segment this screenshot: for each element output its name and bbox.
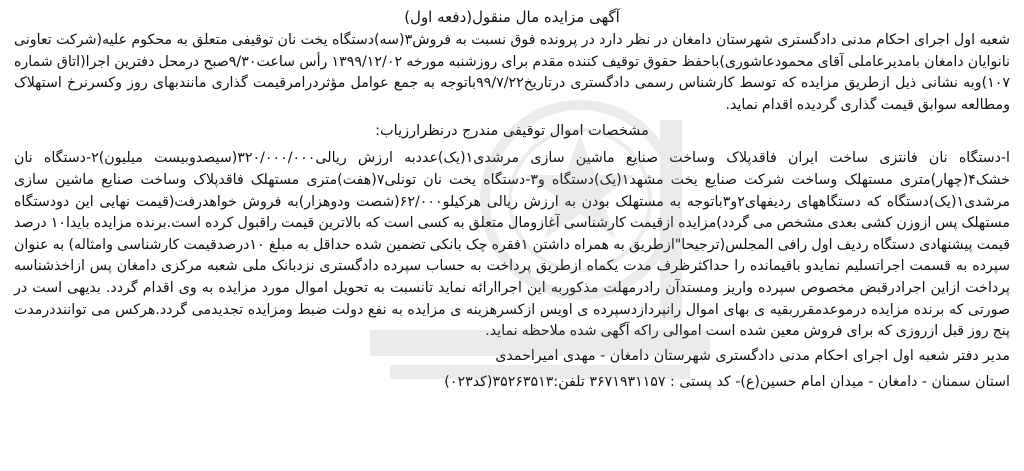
notice-body-paragraph: ا-دستگاه نان فانتزی ساخت ایران فاقدپلاک وساخت صنایع ماشین سازی مرشدی۱(یک)عددبه ارزش ریالی۳۲۰/۰۰۰/۰۰۰(سیصدوبیست میلیون)۲-دستگاه نان خشک۴(چهار)متری مستهلک وساخت شرکت صنایع یخت مشهد۱(یک)دستگاه و۳-دستگاه یخت نان تونلی۷(هفت)متری مستهلک فاقدپلاک وساخت صنایع ماشین سازی مرشدی۱(یک)دستگاه که دستگاههای ردیفهای۲و۳باتوجه به مستهلک بودن به ارزش ریالی هرکیلو۶۲/۰۰۰(شصت ودوهزار)به فروش خواهدرفت(قیمت نهایی این دودستگاه مستهلک پس ازوزن کشی بعدی مشخص می گردد)مزایده ازقیمت کارشناسی آغازومال متعلق به کسی است که بالاترین قیمت راقبول کرده است.برنده مزایده بایدا۱۰ درصد قیمت پیشنهادی دستگاه ردیف اول رافی المجلس(ترجیحا"ازطریق به همراه داشتن ۱فقره چک بانکی تضمین شده حداقل به مبلغ ۱۰درصدقیمت کارشناسی وامثاله) به عنوان سپرده به قسمت اجراتسلیم نمایدو باقیمانده را حداکثرظرف مدت یکماه ازطریق پرداخت به حساب سپرده دادگستری نزدبانک ملی شعبه مرکزی دامغان پس ازاخذشناسه پرداخت ازاین اجرادرقبض مخصوص سپرده واریز ومستدآن رادرمهلت مذکوربه این اجراارائه نماید تانسبت به تحویل اموال مورد مزایده به وی اقدام گردد. بدیهی است در صورتی که برنده مزایده درموعدمقرربقیه ی بهای اموال رانپردازدسپرده ی اویس ازکسرهزینه ی مزایده به نفع دولت ضبط ومزایده تجدیدمی گردد.هرکس می تواننددرمدت پنج روز قبل ازروزی که برای فروش معین شده است اموالی راکه آگهی شده ملاحظه نماید. [14,150,1010,340]
signature-line: مدیر دفتر شعبه اول اجرای احکام مدنی دادگستری شهرستان دامغان - مهدی امیراحمدی [495,347,1010,364]
address-line: استان سمنان - دامغان - میدان امام حسین(ع)- کد پستی : ۳۶۷۱۹۳۱۱۵۷ تلفن:۳۵۲۶۳۵۱۳(کد۰۲۳) [444,373,1010,390]
seized-items-heading: مشخصات اموال توقیفی مندرج درنظرارزیاب: [375,123,649,140]
notice-intro-paragraph: شعبه اول اجرای احکام مدنی دادگستری شهرستان دامغان در نظر دارد در پرونده فوق نسبت به فروش۳(سه)دستگاه یخت نان توقیفی متعلق به محکوم علیه(شرکت تعاونی نانوایان دامغان بامدیرعاملی آقای محمودعاشوری)باحفظ حقوق توقیف کننده مقدم برای روزشنبه مورخه ۱۳۹۹/۱۲/۰۲ رأس ساعت۹/۳۰صبح درمحل دفترین اجرا(اتاق شماره ۱۰۷)وبه نشانی ذیل ازطریق مزایده که توسط کارشناس رسمی دادگستری درتاریخ۹۹/۷/۲۲باتوجه به جمع عوامل مؤثردرامرقیمت گذاری مانندبهای روز وکسرنرخ استهلاک ومطالعه سوابق قیمت گذاری گردیده اقدام نماید. [14,32,1010,113]
notice-title: آگهی مزایده مال منقول(دفعه اول) [404,8,620,26]
